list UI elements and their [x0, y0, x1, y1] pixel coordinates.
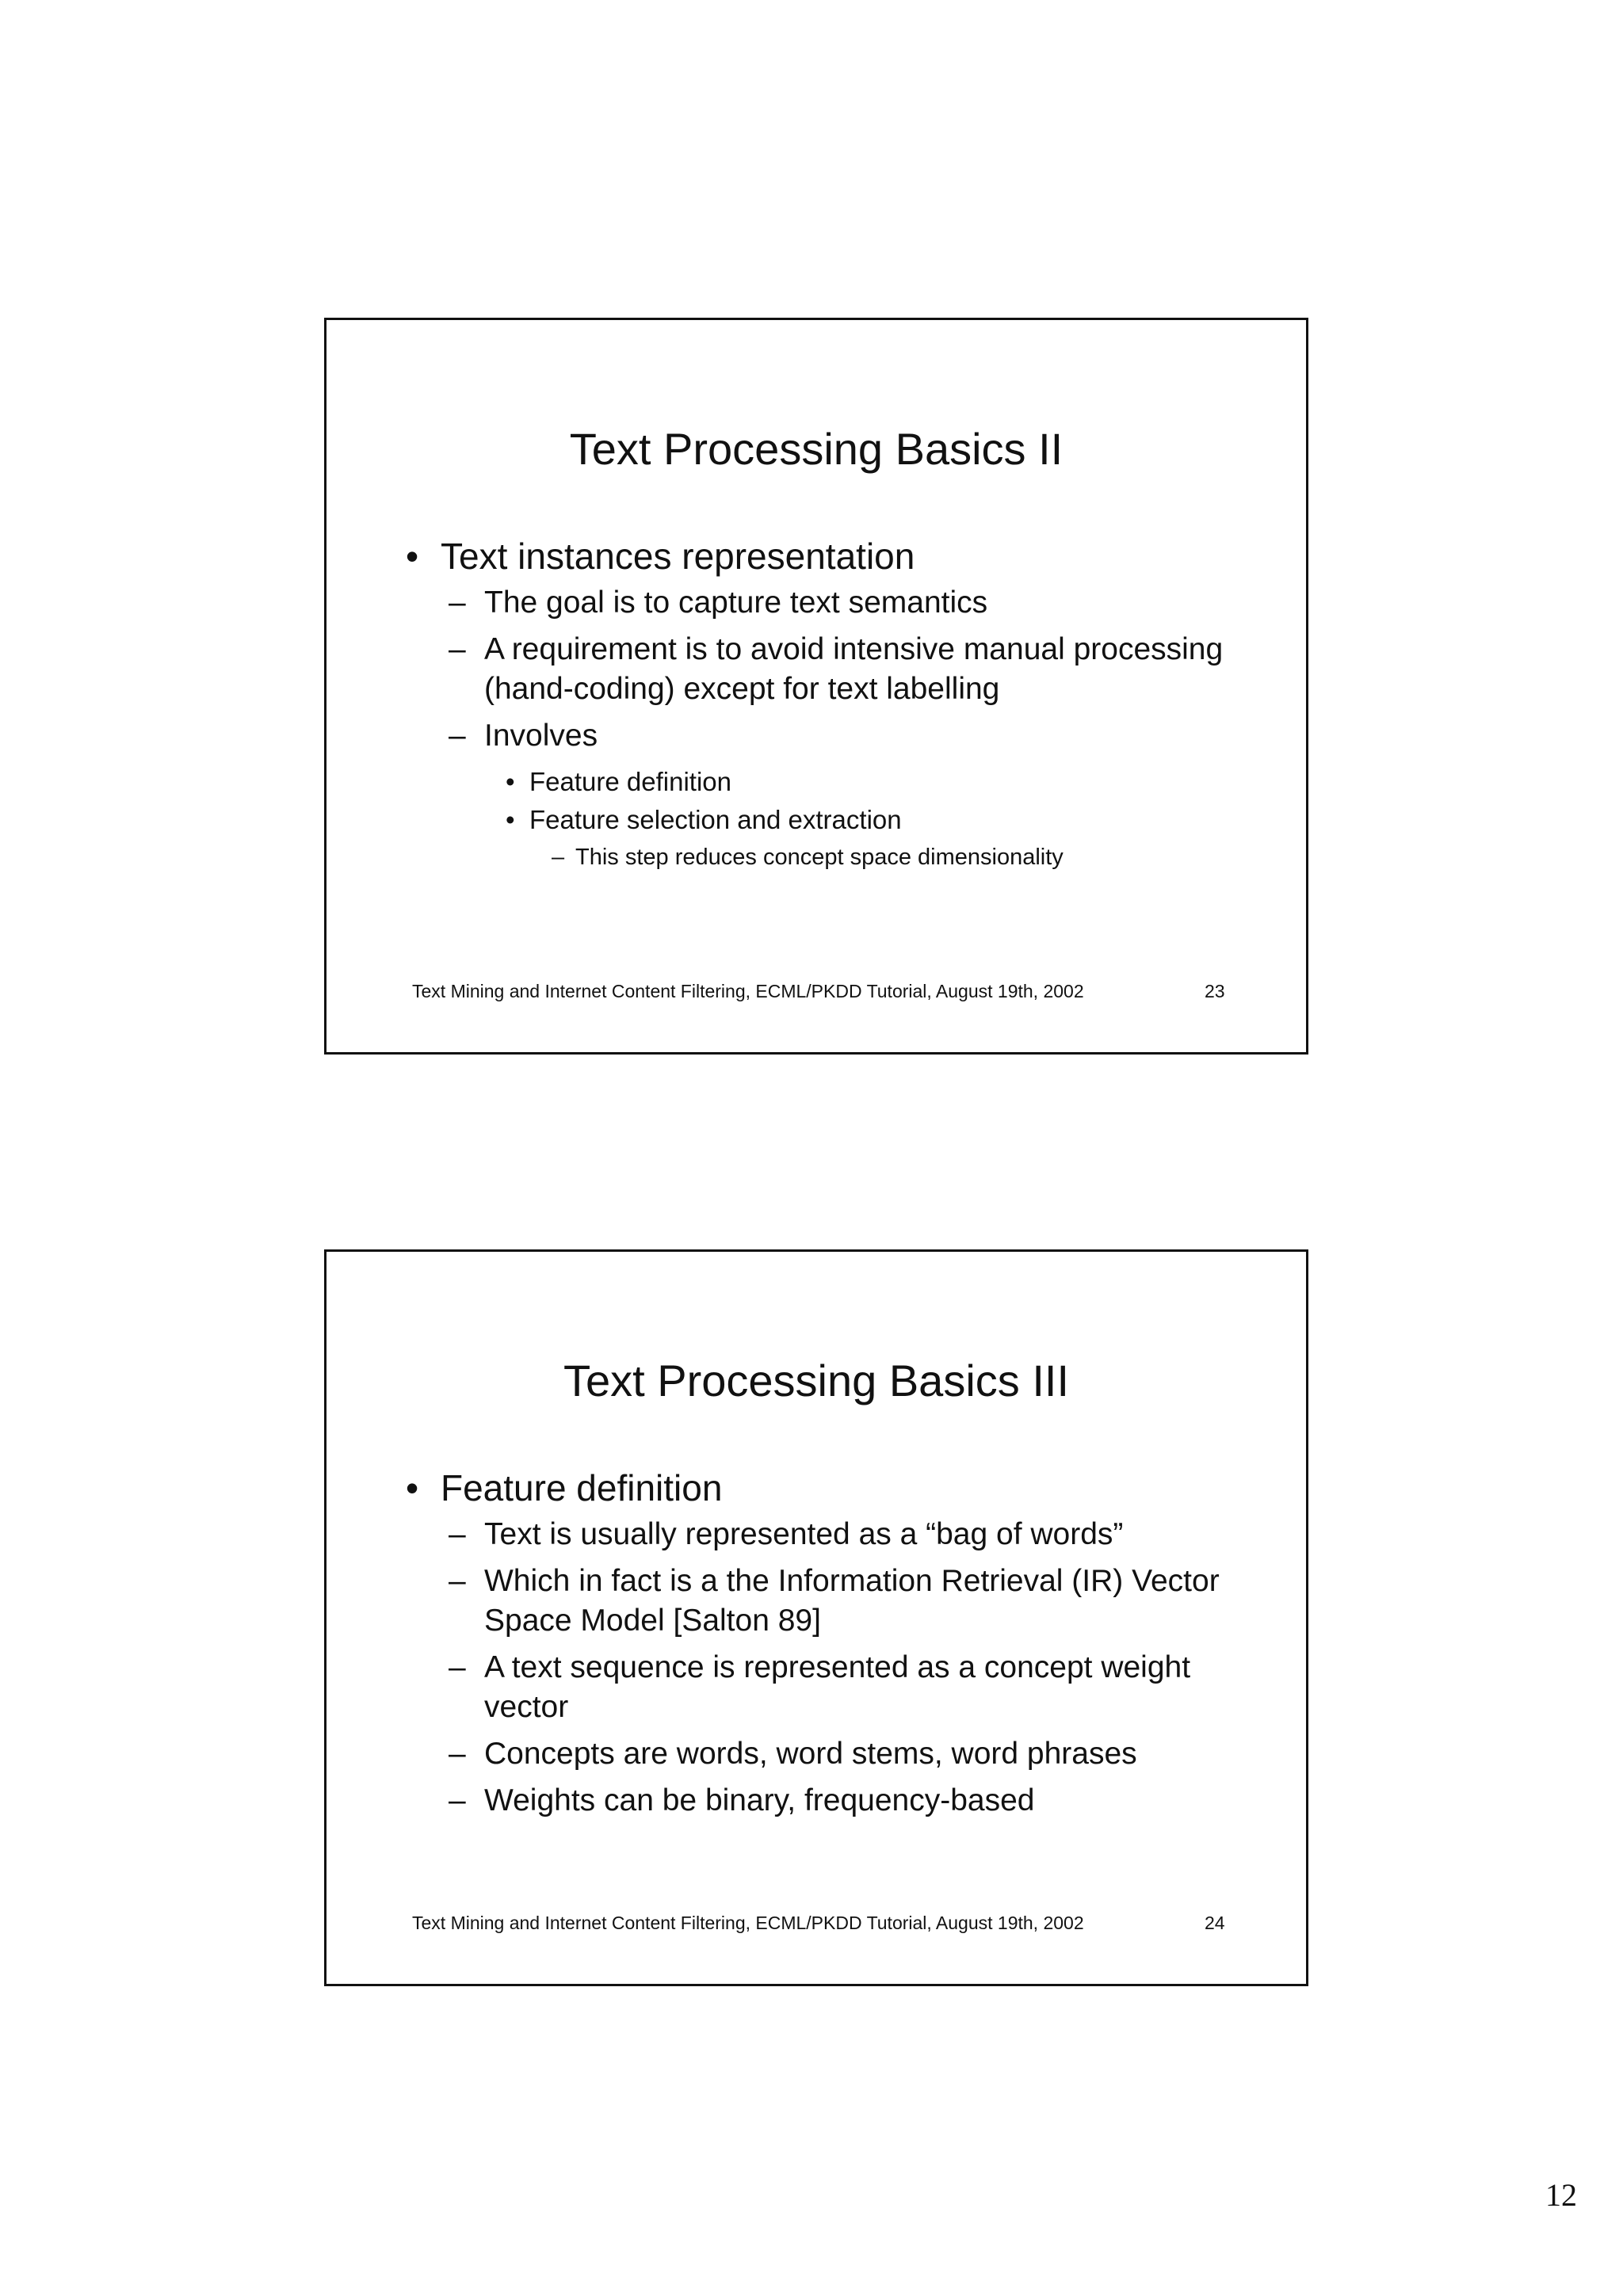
dash-marker: –: [449, 1783, 466, 1817]
bullet-item: [406, 1648, 1258, 1727]
bullet-text: Text is usually represented as a “bag of words”: [484, 1517, 1124, 1551]
bullet-text: Feature selection and extraction: [529, 805, 902, 834]
bullet-item: [406, 1781, 1258, 1821]
slide-23: [324, 318, 1308, 1055]
bullet-text: A requirement is to avoid intensive manual processing (hand-coding) except for text labelling: [484, 632, 1224, 706]
bullet-item: [406, 630, 1258, 709]
bullet-item: [406, 1562, 1258, 1641]
slide-footer: Text Mining and Internet Content Filtering, ECML/PKDD Tutorial, August 19th, 2002: [412, 1913, 1084, 1933]
slide-number: 23: [1205, 981, 1225, 1001]
bullet-text: Concepts are words, word stems, word phrases: [484, 1737, 1137, 1771]
bullet-item: [406, 1466, 1258, 1510]
bullet-item: [406, 801, 1258, 839]
bullet-item: [406, 763, 1258, 801]
page-number: 12: [1545, 2177, 1577, 2213]
slide-number: 24: [1205, 1913, 1225, 1933]
dash-marker: –: [449, 1650, 466, 1684]
bullet-text: Text instances representation: [441, 536, 915, 577]
dash-marker: –: [449, 1564, 466, 1598]
slide-footer: Text Mining and Internet Content Filtering, ECML/PKDD Tutorial, August 19th, 2002: [412, 981, 1084, 1001]
bullet-item: [406, 534, 1258, 578]
bullet-item: [406, 716, 1258, 756]
bullet-marker: •: [506, 767, 515, 796]
bullet-text: Involves: [484, 719, 598, 753]
bullet-item: [406, 1734, 1258, 1774]
dash-marker: –: [449, 1517, 466, 1551]
slide-bullets: [406, 1466, 1258, 1828]
dash-marker: –: [449, 1737, 466, 1771]
bullet-item: [406, 839, 1258, 875]
bullet-item: [406, 1515, 1258, 1554]
slide-bullets: [406, 534, 1258, 875]
dash-marker: –: [449, 719, 466, 753]
bullet-marker: •: [506, 805, 515, 834]
bullet-text: Which in fact is a the Information Retrieval (IR) Vector Space Model [Salton 89]: [484, 1564, 1220, 1638]
bullet-text: Weights can be binary, frequency-based: [484, 1783, 1035, 1817]
slide-title: Text Processing Basics II: [569, 424, 1064, 474]
bullet-marker: •: [406, 1467, 419, 1508]
bullet-text: This step reduces concept space dimensionality: [575, 845, 1064, 870]
bullet-item: [406, 583, 1258, 623]
bullet-text: Feature definition: [441, 1467, 723, 1508]
bullet-marker: •: [406, 536, 419, 577]
bullet-text: Feature definition: [529, 767, 731, 796]
dash-marker: –: [449, 585, 466, 620]
bullet-text: A text sequence is represented as a concept weight vector: [484, 1650, 1191, 1724]
dash-marker: –: [449, 632, 466, 666]
slide-title: Text Processing Basics III: [563, 1356, 1069, 1405]
slide-24: [324, 1249, 1308, 1986]
dash-marker: –: [552, 845, 565, 870]
bullet-text: The goal is to capture text semantics: [484, 585, 988, 620]
